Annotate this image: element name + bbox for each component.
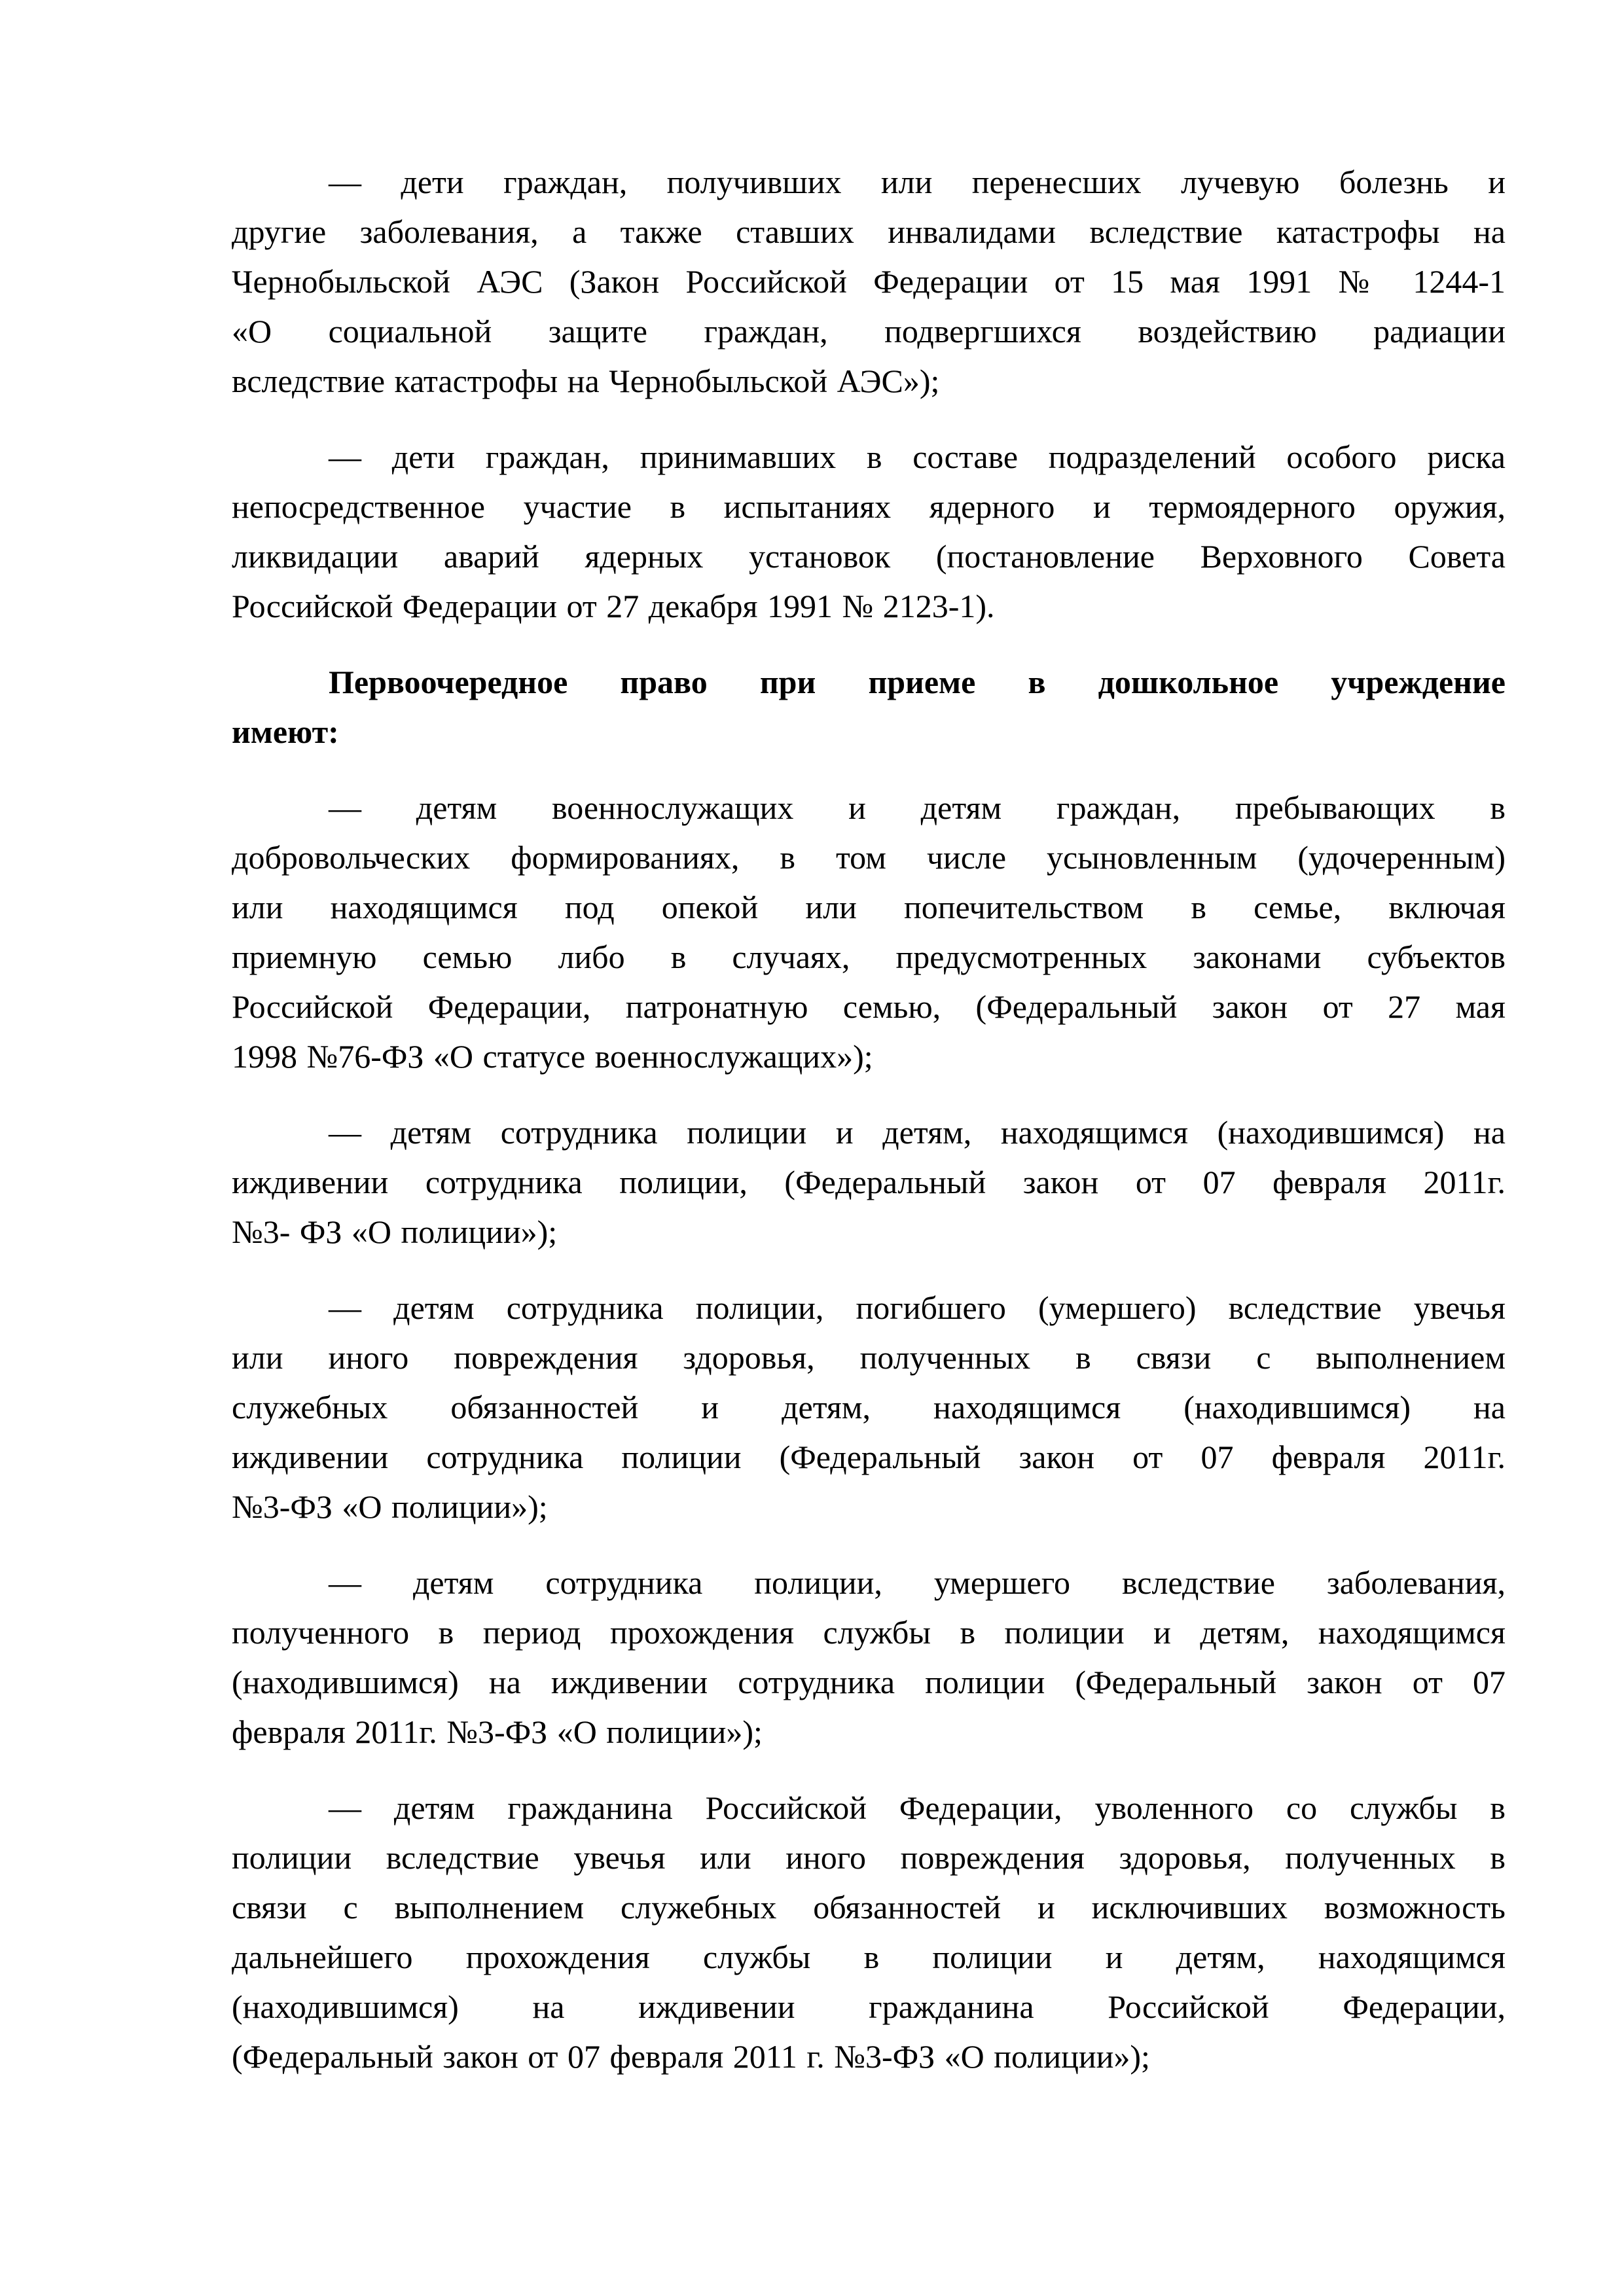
text-line: — дети граждан, принимавших в составе подразделений особого риска xyxy=(329,439,1506,475)
text-line: — детям сотрудника полиции и детям, находящимся (находившимся) на xyxy=(329,1114,1506,1151)
text-line: Российской Федерации, патронатную семью, (Федеральный закон от 27 мая xyxy=(232,988,1506,1025)
text-line: полученного в период прохождения службы в полиции и детям, находящимся xyxy=(232,1614,1506,1651)
paragraph xyxy=(232,432,1506,631)
paragraph xyxy=(232,1107,1506,1257)
text-line: Чернобыльской АЭС (Закон Российской Федерации от 15 мая 1991 № 1244-1 xyxy=(232,263,1506,300)
text-line: — детям гражданина Российской Федерации, уволенного со службы в xyxy=(329,1789,1506,1826)
text-line: Российской Федерации от 27 декабря 1991 № 2123-1). xyxy=(232,588,995,624)
text-line: — дети граждан, получивших или перенесших лучевую болезнь и xyxy=(329,164,1506,200)
text-line: (Федеральный закон от 07 февраля 2011 г. №3-ФЗ «О полиции»); xyxy=(232,2038,1150,2075)
text-line: имеют: xyxy=(232,713,339,750)
paragraph xyxy=(232,1558,1506,1757)
text-line: вследствие катастрофы на Чернобыльской АЭС»); xyxy=(232,363,940,399)
text-line: №3- ФЗ «О полиции»); xyxy=(232,1213,558,1250)
text-line: связи с выполнением служебных обязанностей и исключивших возможность xyxy=(232,1889,1506,1926)
text-line: 1998 №76-ФЗ «О статусе военнослужащих»); xyxy=(232,1038,873,1075)
text-line: — детям сотрудника полиции, умершего вследствие заболевания, xyxy=(329,1564,1506,1601)
text-line: полиции вследствие увечья или иного повреждения здоровья, полученных в xyxy=(232,1839,1506,1876)
text-line: «О социальной защите граждан, подвергшихся воздействию радиации xyxy=(232,313,1506,350)
text-line: Первоочередное право при приеме в дошкольное учреждение xyxy=(329,664,1506,700)
text-line: — детям сотрудника полиции, погибшего (умершего) вследствие увечья xyxy=(329,1289,1506,1326)
text-line: служебных обязанностей и детям, находящимся (находившимся) на xyxy=(232,1389,1506,1426)
paragraph xyxy=(232,1283,1506,1532)
section-heading xyxy=(232,657,1506,757)
text-line: иждивении сотрудника полиции, (Федеральный закон от 07 февраля 2011г. xyxy=(232,1164,1506,1200)
text-line: ликвидации аварий ядерных установок (постановление Верховного Совета xyxy=(232,538,1506,575)
text-line: добровольческих формированиях, в том числе усыновленным (удочеренным) xyxy=(232,839,1506,876)
text-line: (находившимся) на иждивении гражданина Российской Федерации, xyxy=(232,1988,1506,2025)
text-line: — детям военнослужащих и детям граждан, пребывающих в xyxy=(329,789,1506,826)
text-line: дальнейшего прохождения службы в полиции и детям, находящимся xyxy=(232,1939,1506,1975)
paragraph xyxy=(232,783,1506,1081)
paragraph xyxy=(232,157,1506,406)
document-body xyxy=(232,157,1506,2108)
text-line: иждивении сотрудника полиции (Федеральный закон от 07 февраля 2011г. xyxy=(232,1439,1506,1475)
text-line: другие заболевания, а также ставших инвалидами вследствие катастрофы на xyxy=(232,213,1506,250)
text-line: февраля 2011г. №3-ФЗ «О полиции»); xyxy=(232,1713,763,1750)
text-line: №3-ФЗ «О полиции»); xyxy=(232,1488,548,1525)
text-line: (находившимся) на иждивении сотрудника полиции (Федеральный закон от 07 xyxy=(232,1664,1506,1700)
paragraph xyxy=(232,1783,1506,2081)
text-line: непосредственное участие в испытаниях ядерного и термоядерного оружия, xyxy=(232,488,1506,525)
text-line: приемную семью либо в случаях, предусмотренных законами субъектов xyxy=(232,939,1506,975)
text-line: или иного повреждения здоровья, полученных в связи с выполнением xyxy=(232,1339,1506,1376)
text-line: или находящимся под опекой или попечительством в семье, включая xyxy=(232,889,1506,925)
